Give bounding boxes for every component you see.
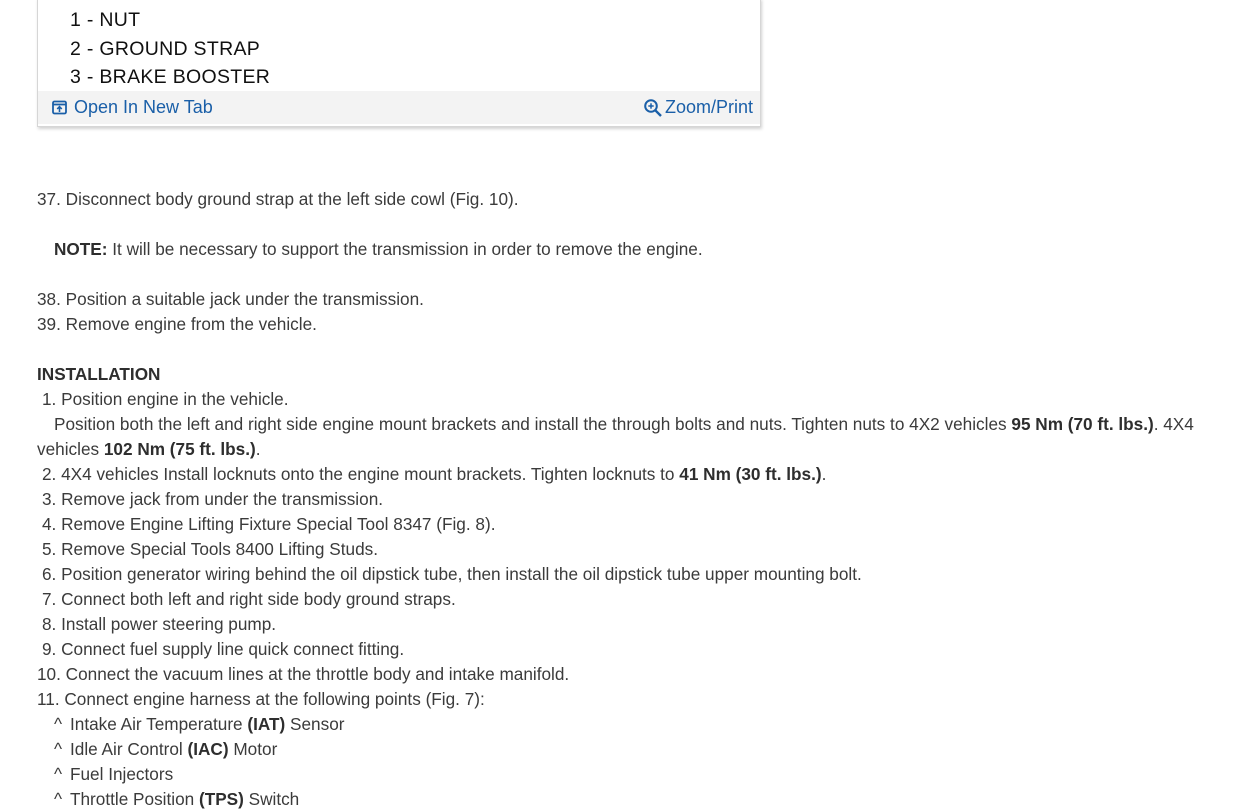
install-step-6: 6. Position generator wiring behind the oil dipstick tube, then install the oil dipstick tube upper mounting bolt. bbox=[42, 564, 862, 584]
step-39: 39. Remove engine from the vehicle. bbox=[37, 314, 317, 334]
figure-legend bbox=[70, 6, 270, 92]
figure-card bbox=[37, 0, 761, 127]
install-step-4: 4. Remove Engine Lifting Fixture Special Tool 8347 (Fig. 8). bbox=[42, 514, 496, 534]
install-step-2: 2. 4X4 vehicles Install locknuts onto the engine mount brackets. Tighten locknuts to 41 Nm (30 ft. lbs.). bbox=[42, 464, 827, 484]
zoom-print-link[interactable] bbox=[643, 97, 753, 118]
installation-heading: INSTALLATION bbox=[37, 364, 161, 384]
legend-item: 3 - BRAKE BOOSTER bbox=[70, 66, 271, 88]
caret-bullet: ^ bbox=[54, 739, 63, 759]
install-step-8: 8. Install power steering pump. bbox=[42, 614, 277, 634]
note-label: NOTE: bbox=[54, 239, 108, 259]
step-38: 38. Position a suitable jack under the transmission. bbox=[37, 289, 424, 309]
harness-point: ^ Intake Air Temperature (IAT) Sensor bbox=[37, 712, 1242, 737]
caret-bullet: ^ bbox=[54, 764, 63, 784]
zoom-icon bbox=[643, 98, 663, 118]
harness-point: ^ Throttle Position (TPS) Switch bbox=[37, 787, 1242, 809]
open-in-new-tab-link[interactable] bbox=[52, 97, 213, 118]
note bbox=[37, 237, 1242, 262]
procedure-text bbox=[37, 187, 1242, 809]
install-step-7: 7. Connect both left and right side body ground straps. bbox=[42, 589, 456, 609]
install-step-5: 5. Remove Special Tools 8400 Lifting Studs. bbox=[42, 539, 378, 559]
step-37: 37. Disconnect body ground strap at the left side cowl (Fig. 10). bbox=[37, 189, 519, 209]
zoom-print-label: Zoom/Print bbox=[664, 97, 753, 117]
open-in-new-tab-label: Open In New Tab bbox=[74, 97, 213, 117]
caret-bullet: ^ bbox=[54, 714, 63, 734]
install-step-3: 3. Remove jack from under the transmission. bbox=[42, 489, 384, 509]
install-step-1: 1. Position engine in the vehicle. bbox=[42, 389, 289, 409]
caret-bullet: ^ bbox=[54, 789, 63, 809]
install-step-1-detail: Position both the left and right side engine mount brackets and install the through bolts and nuts. Tighten nuts to 4X2 vehicles 95 Nm (70 ft. lbs.). 4X4 vehicles 102 Nm (75 ft. lbs.). bbox=[37, 414, 1194, 459]
harness-point: ^ Fuel Injectors bbox=[37, 762, 1242, 787]
legend-item: 1 - NUT bbox=[70, 9, 141, 31]
open-in-new-tab-icon bbox=[52, 100, 67, 115]
figure-toolbar bbox=[38, 91, 760, 124]
install-step-11: 11. Connect engine harness at the following points (Fig. 7): bbox=[37, 689, 485, 709]
note-text: It will be necessary to support the transmission in order to remove the engine. bbox=[107, 239, 703, 259]
legend-item: 2 - GROUND STRAP bbox=[70, 37, 261, 60]
install-step-9: 9. Connect fuel supply line quick connect fitting. bbox=[42, 639, 405, 659]
install-step-10: 10. Connect the vacuum lines at the throttle body and intake manifold. bbox=[37, 664, 570, 684]
harness-point: ^ Idle Air Control (IAC) Motor bbox=[37, 737, 1242, 762]
